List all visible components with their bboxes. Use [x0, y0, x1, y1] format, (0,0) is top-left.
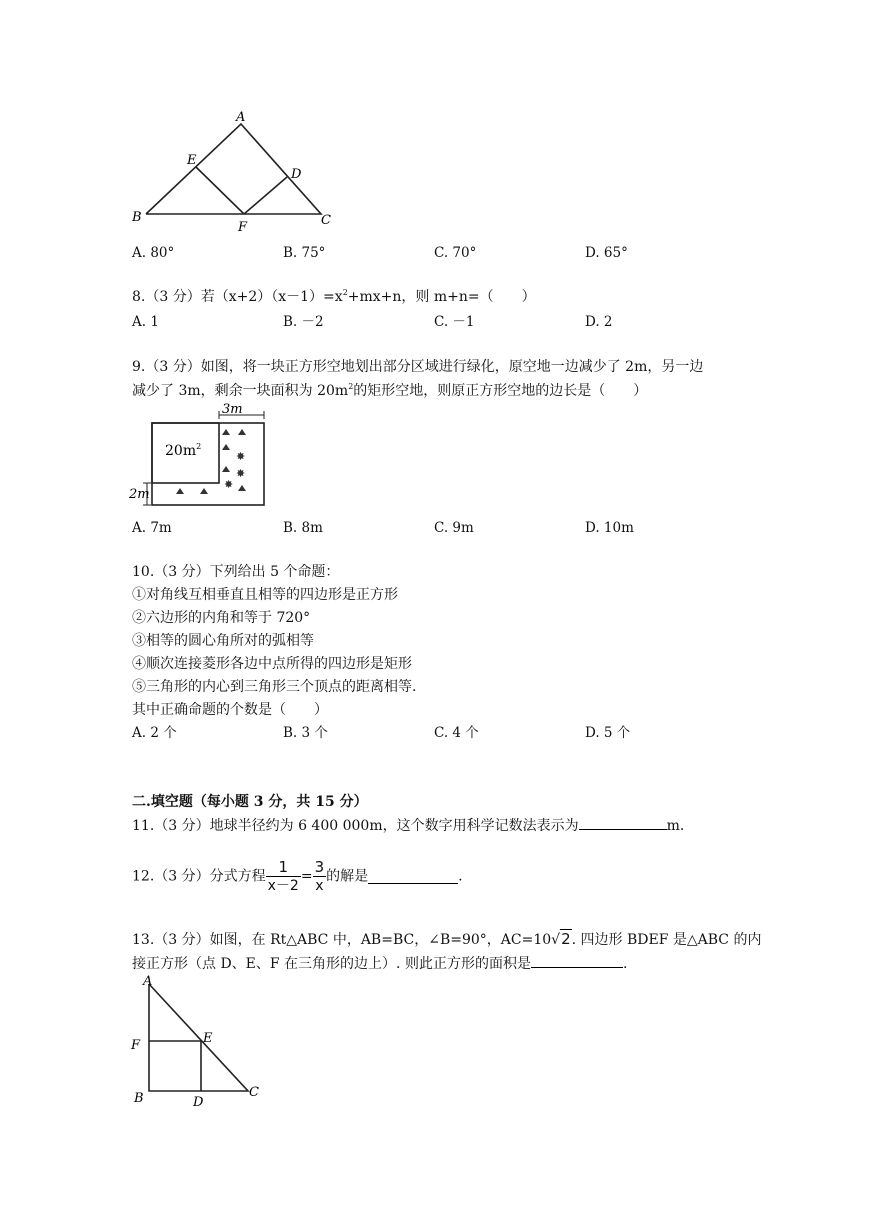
- q8-option-a[interactable]: A. 1: [132, 314, 159, 330]
- q10-option-b[interactable]: B. 3 个: [283, 725, 328, 741]
- q13-line1-a: 13.（3 分）如图，在 Rt△ABC 中，AB=BC，∠B=90°，AC=10: [132, 932, 552, 948]
- q13-line1: [132, 929, 761, 950]
- q12-suffix: 的解是: [326, 868, 369, 885]
- q9-stem-line2: [132, 381, 647, 401]
- q12-end: .: [458, 868, 463, 885]
- q10-item-3: ③相等的圆心角所对的弧相等: [132, 633, 314, 649]
- vertex-f-label: F: [131, 1038, 141, 1053]
- q12-fraction-right: [313, 858, 327, 895]
- q13-triangle-figure: [128, 970, 268, 1110]
- q10-option-c[interactable]: C. 4 个: [434, 725, 479, 741]
- square-bdef: [149, 1041, 201, 1091]
- tree-icon: [222, 429, 230, 435]
- q9-stem-line1: 9.（3 分）如图，将一块正方形空地划出部分区域进行绿化，原空地一边减少了 2m，另一边: [132, 359, 704, 375]
- q9-top-dimension-label: 3m: [222, 402, 243, 417]
- q10-stem: 10.（3 分）下列给出 5 个命题：: [132, 564, 340, 580]
- q13-line2-text: 接正方形（点 D、E、F 在三角形的边上）. 则此正方形的面积是: [132, 956, 531, 972]
- vertex-a-label: A: [143, 974, 153, 989]
- q9-line2-a: 减少了 3m，剩余一块面积为 20m: [132, 383, 349, 399]
- vertex-d-label: D: [193, 1095, 204, 1110]
- q9-line2-exponent: 2: [348, 382, 354, 391]
- triangle-abc: [149, 984, 248, 1091]
- q8-stem-prefix: 8.（3 分）若（x+2）（x－1）=x: [132, 289, 343, 305]
- q9-option-c[interactable]: C. 9m: [434, 520, 474, 536]
- q12-line: [132, 858, 463, 895]
- q9-area-exponent: 2: [196, 442, 202, 451]
- q12-frac2-denominator: x: [315, 878, 324, 894]
- q7-option-c[interactable]: C. 70°: [434, 245, 477, 261]
- q10-option-d[interactable]: D. 5 个: [585, 725, 631, 741]
- flower-icon: ✸: [224, 478, 234, 491]
- vertex-b-label: B: [132, 210, 142, 225]
- vertex-e-label: E: [203, 1031, 213, 1046]
- q7-option-d[interactable]: D. 65°: [585, 245, 628, 261]
- q8-option-b[interactable]: B. －2: [283, 314, 324, 330]
- q12-fraction-left: [266, 858, 301, 895]
- q13-sqrt-value: 2: [561, 930, 571, 948]
- q12-answer-blank[interactable]: [368, 869, 458, 884]
- q9-left-dimension-label: 2m: [129, 487, 150, 502]
- section-heading: 二.填空题（每小题 3 分，共 15 分）: [132, 794, 368, 810]
- segment-fd: [244, 177, 287, 214]
- vertex-f-label: F: [238, 220, 248, 235]
- tree-icon: [238, 429, 246, 435]
- q13-answer-blank[interactable]: [531, 953, 623, 968]
- vertex-c-label: C: [321, 213, 331, 228]
- q11-stem: 11.（3 分）地球半径约为 6 400 000m，这个数字用科学记数法表示为: [132, 818, 579, 834]
- q8-option-d[interactable]: D. 2: [585, 314, 613, 330]
- q10-item-1: ①对角线互相垂直且相等的四边形是正方形: [132, 587, 398, 603]
- q11-unit: m.: [666, 818, 685, 834]
- segment-ef: [196, 167, 244, 214]
- tree-icon: [222, 444, 230, 450]
- q10-item-5: ⑤三角形的内心到三角形三个顶点的距离相等.: [132, 679, 417, 695]
- q12-stem: 12.（3 分）分式方程: [132, 868, 266, 885]
- q11-answer-blank[interactable]: [579, 815, 667, 830]
- q9-area-text: 20m: [165, 443, 197, 459]
- vertex-a-label: A: [236, 110, 246, 125]
- q10-item-4: ④顺次连接菱形各边中点所得的四边形是矩形: [132, 656, 412, 672]
- tree-icon: [200, 488, 208, 494]
- flower-icon: ✸: [236, 467, 246, 480]
- q7-triangle-figure: [125, 110, 345, 235]
- q9-option-a[interactable]: A. 7m: [132, 520, 172, 536]
- q9-option-b[interactable]: B. 8m: [283, 520, 323, 536]
- q10-item-2: ②六边形的内角和等于 720°: [132, 610, 311, 626]
- q12-frac2-numerator: 3: [314, 858, 325, 876]
- q12-frac1-denominator: x－2: [267, 878, 299, 894]
- q12-frac1-numerator: 1: [266, 858, 301, 877]
- q13-line1-b: . 四边形 BDEF 是△ABC 的内: [571, 932, 762, 948]
- q13-end: .: [622, 956, 628, 972]
- q9-option-d[interactable]: D. 10m: [585, 520, 634, 536]
- tree-icon: [238, 485, 246, 491]
- vertex-e-label: E: [187, 153, 197, 168]
- vertex-b-label: B: [134, 1091, 144, 1106]
- flower-icon: ✸: [236, 450, 246, 463]
- q8-exponent: 2: [342, 288, 348, 297]
- q9-area-label: [165, 442, 201, 459]
- q9-line2-b: 的矩形空地，则原正方形空地的边长是（ ）: [353, 383, 648, 399]
- q8-option-c[interactable]: C. －1: [434, 314, 475, 330]
- q10-question: 其中正确命题的个数是（ ）: [132, 702, 328, 718]
- vertex-c-label: C: [249, 1085, 259, 1100]
- q8-stem: [132, 287, 536, 307]
- original-square: [152, 423, 264, 505]
- q13-sqrt: √2: [551, 930, 571, 948]
- vertex-d-label: D: [291, 167, 302, 182]
- q7-option-b[interactable]: B. 75°: [283, 245, 326, 261]
- q10-option-a[interactable]: A. 2 个: [132, 725, 177, 741]
- tree-icon: [222, 466, 230, 472]
- q7-option-a[interactable]: A. 80°: [132, 245, 175, 261]
- q11-line: [132, 815, 684, 836]
- q8-stem-suffix: +mx+n，则 m+n=（ ）: [347, 289, 536, 305]
- tree-icon: [176, 488, 184, 494]
- q9-square-figure: [128, 402, 268, 512]
- q12-equals: =: [300, 868, 313, 885]
